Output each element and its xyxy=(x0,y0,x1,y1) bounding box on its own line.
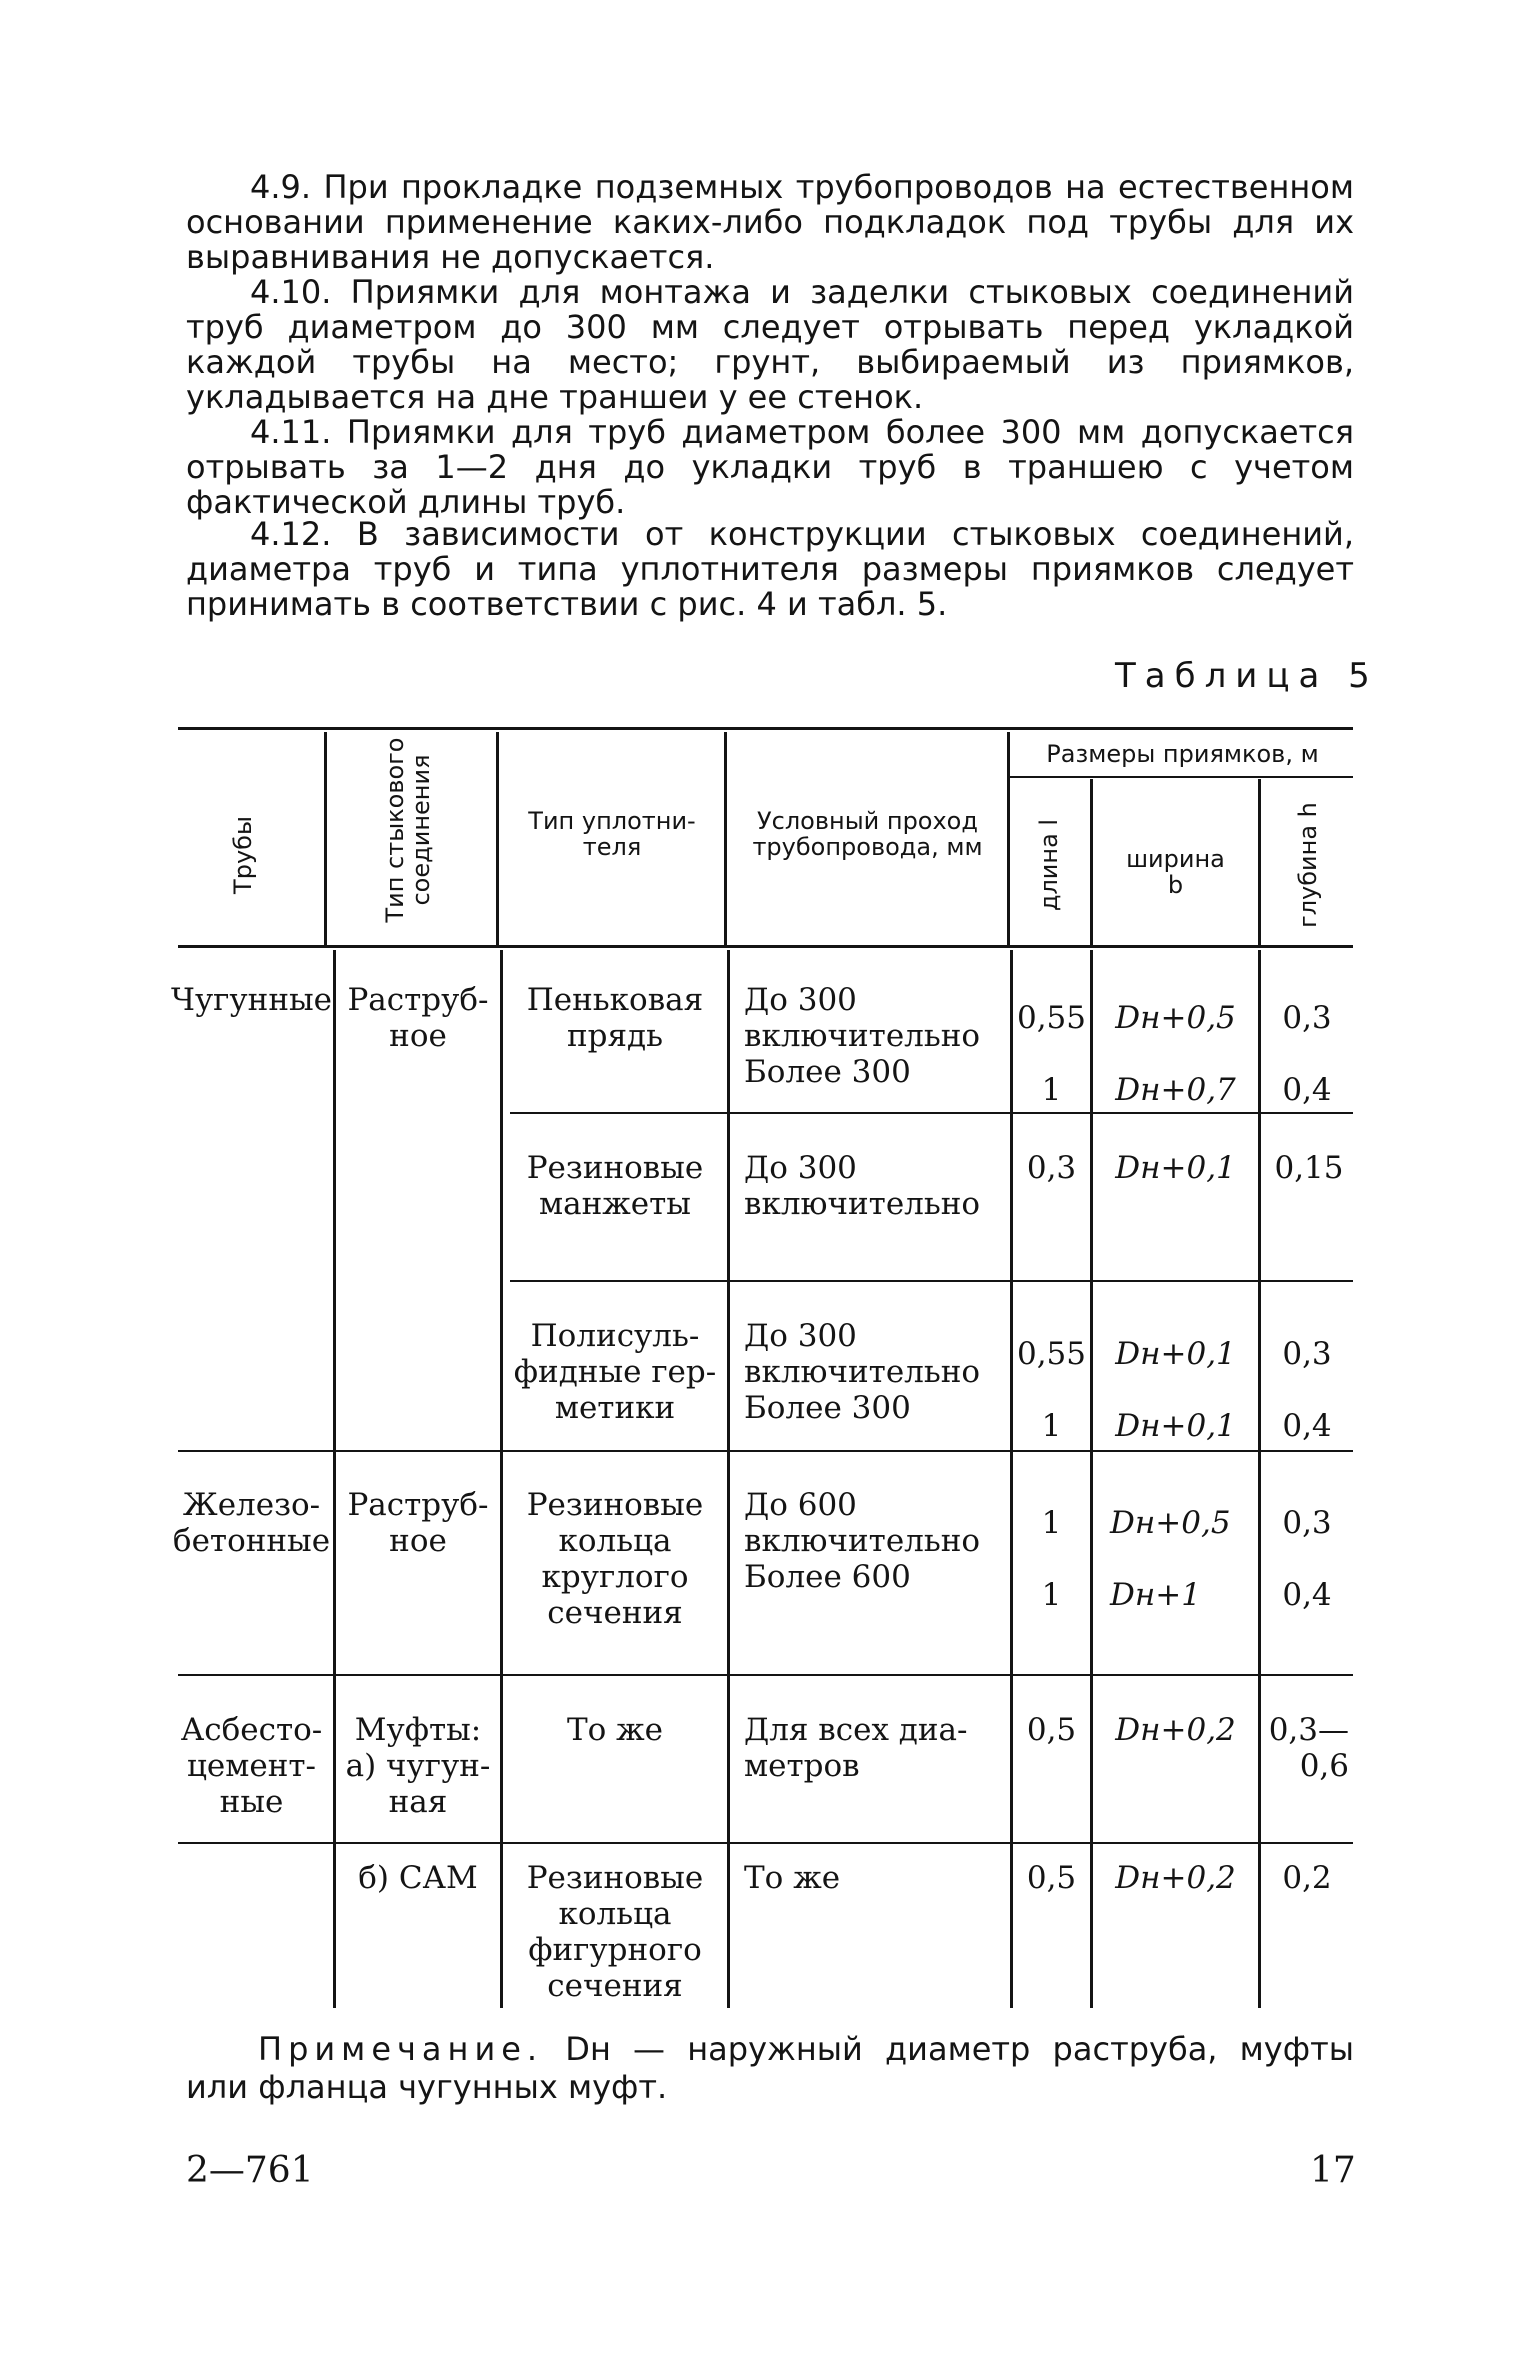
paragraph-4-10: 4.10. Приямки для монтажа и заделки стыковых соединений труб диаметром до 300 мм следует отрывать перед укладкой каждой трубы на место; грунт, выбираемый из приямков, укладывается на дне траншеи у ее стенок. xyxy=(186,273,1354,416)
header-col-rule-1 xyxy=(324,732,327,945)
row6-width: Dн+0,2 xyxy=(1115,1860,1236,1896)
row4-bore: До 600 включительно Более 600 xyxy=(744,1487,981,1595)
row6-bore: То же xyxy=(744,1860,841,1896)
row1-width: Dн+0,5 Dн+0,7 xyxy=(1115,1000,1236,1108)
signature-mark: 2—761 xyxy=(186,2150,314,2191)
row-divider-4 xyxy=(178,1674,1353,1676)
row4-width: Dн+0,5 Dн+1 xyxy=(1110,1505,1231,1613)
row3-width: Dн+0,1 Dн+0,1 xyxy=(1115,1336,1236,1444)
row6-length: 0,5 xyxy=(1026,1860,1077,1896)
row1-pipe: Чугунные xyxy=(170,982,333,1018)
row5-joint: Муфты: а) чугун- ная xyxy=(345,1712,491,1820)
paragraph-4-9: 4.9. При прокладке подземных трубопроводов на естественном основании применение каких-либо подкладок под трубы для их выравнивания не допускается. xyxy=(186,168,1354,276)
row3-length: 0,55 1 xyxy=(1016,1336,1087,1444)
row1-length: 0,55 1 xyxy=(1016,1000,1087,1108)
row4-sealant: Резиновые кольца круглого сечения xyxy=(526,1487,704,1631)
header-bore: Условный проход трубопровода, мм xyxy=(752,807,983,861)
body-col-rule-1 xyxy=(333,950,336,2008)
header-pipes: Трубы xyxy=(229,816,257,894)
header-col-rule-2 xyxy=(496,732,499,945)
row3-depth: 0,3 0,4 xyxy=(1282,1336,1332,1444)
header-sealant: Тип уплотни- теля xyxy=(528,807,696,861)
table-note xyxy=(186,2030,1354,2106)
row1-sealant: Пеньковая прядь xyxy=(526,982,704,1054)
note-label: Примечание. xyxy=(258,2030,544,2068)
row5-width: Dн+0,2 xyxy=(1115,1712,1236,1748)
header-col-rule-3 xyxy=(724,732,727,945)
pit-sizes-rule xyxy=(1010,776,1353,778)
row1-joint: Раструб- ное xyxy=(347,982,489,1054)
paragraph-4-11: 4.11. Приямки для труб диаметром более 300 мм допускается отрывать за 1—2 дня до укладки труб в траншею с учетом фактической длины труб. xyxy=(186,413,1354,521)
header-pit-sizes: Размеры приямков, м xyxy=(1046,740,1319,768)
header-bottom-rule xyxy=(178,945,1353,948)
row5-sealant: То же xyxy=(566,1712,664,1748)
row2-sealant: Резиновые манжеты xyxy=(526,1150,704,1222)
header-depth: глубина h xyxy=(1294,802,1322,928)
row4-depth: 0,3 0,4 xyxy=(1282,1505,1332,1613)
row5-bore: Для всех диа- метров xyxy=(744,1712,968,1784)
header-col-rule-6 xyxy=(1258,779,1261,945)
row6-joint: б) САМ xyxy=(358,1860,478,1896)
note-text: Dн — наружный диаметр раструба, муфты или фланца чугунных муфт. xyxy=(186,2030,1355,2106)
row4-joint: Раструб- ное xyxy=(347,1487,489,1559)
table-caption: Таблица 5 xyxy=(1115,656,1379,696)
row6-depth: 0,2 xyxy=(1282,1860,1332,1896)
row2-bore: До 300 включительно xyxy=(744,1150,981,1222)
paragraph-4-12: 4.12. В зависимости от конструкции стыковых соединений, диаметра труб и типа уплотнителя размеры приямков следует принимать в соответствии с рис. 4 и табл. 5. xyxy=(186,515,1354,623)
row6-sealant: Резиновые кольца фигурного сечения xyxy=(526,1860,704,2004)
page-number: 17 xyxy=(1310,2150,1356,2191)
row3-bore: До 300 включительно Более 300 xyxy=(744,1318,981,1426)
header-length: длина l xyxy=(1035,818,1063,912)
header-width: ширина b xyxy=(1126,845,1225,899)
row2-width: Dн+0,1 xyxy=(1115,1150,1236,1186)
row4-length: 1 1 xyxy=(1041,1505,1062,1613)
row-divider-5 xyxy=(178,1842,1353,1844)
row2-length: 0,3 xyxy=(1026,1150,1077,1186)
row5-length: 0,5 xyxy=(1026,1712,1077,1748)
table-top-rule xyxy=(178,727,1353,730)
row5-pipe: Асбесто- цемент- ные xyxy=(180,1712,323,1820)
row3-sealant: Полисуль- фидные гер- метики xyxy=(513,1318,717,1426)
header-col-rule-4 xyxy=(1007,732,1010,945)
row-divider-2 xyxy=(510,1280,1353,1282)
row4-pipe: Железо- бетонные xyxy=(172,1487,331,1559)
body-col-rule-3 xyxy=(727,950,730,2008)
body-col-rule-2 xyxy=(500,950,503,2008)
row1-depth: 0,3 0,4 xyxy=(1282,1000,1332,1108)
header-joint-type: Тип стыкового соединения xyxy=(381,737,435,923)
row2-depth: 0,15 xyxy=(1274,1150,1344,1186)
row5-depth: 0,3— 0,6 xyxy=(1268,1712,1349,1784)
row1-bore: До 300 включительно Более 300 xyxy=(744,982,981,1090)
